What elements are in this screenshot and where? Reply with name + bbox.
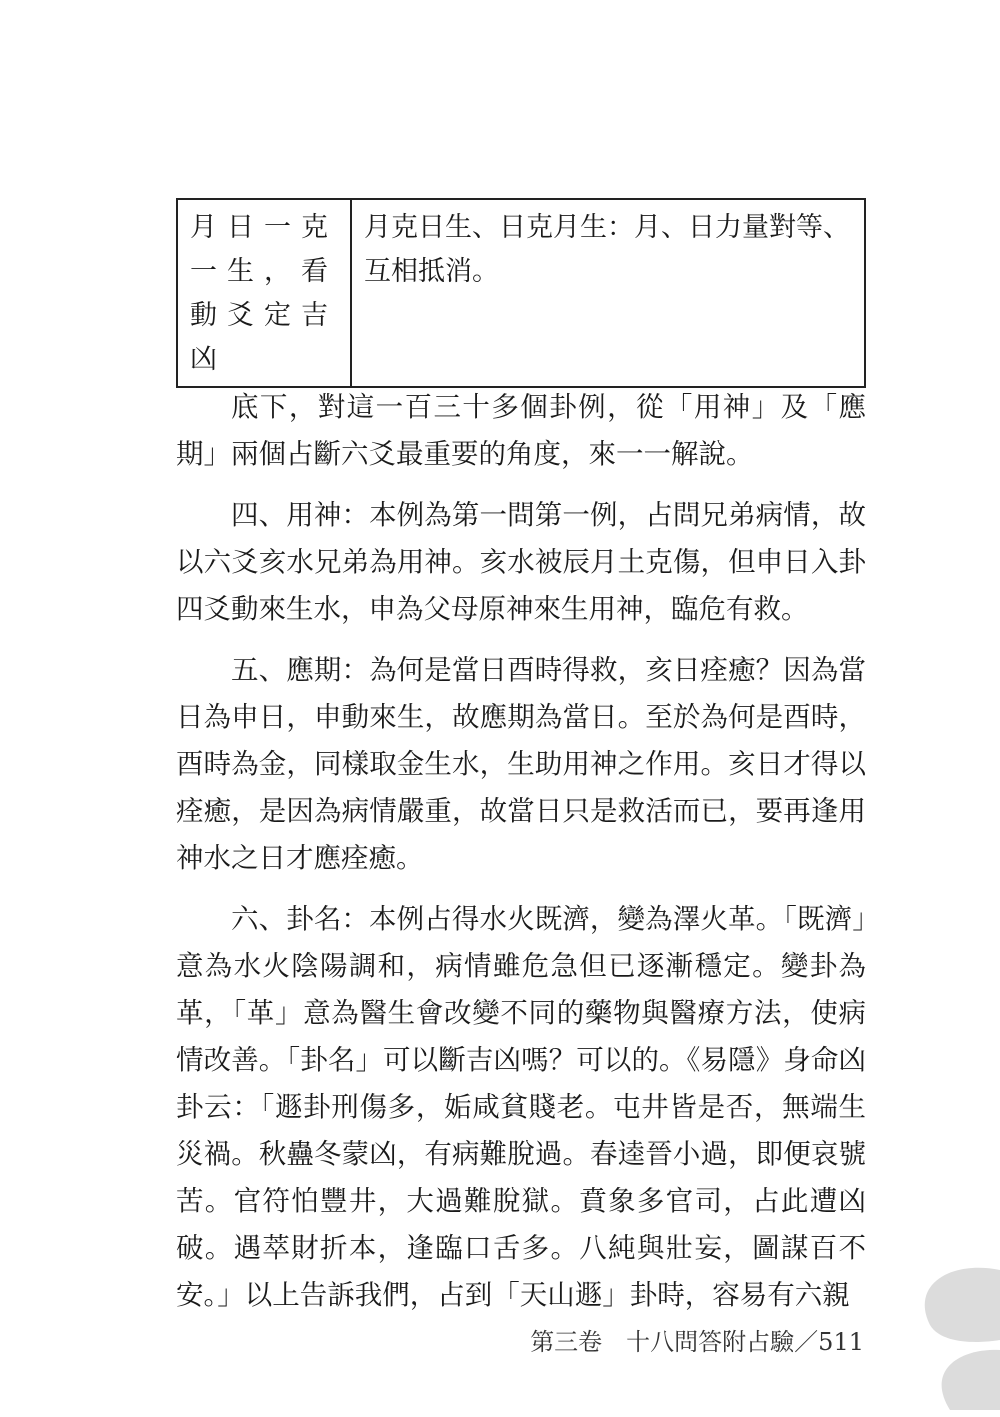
paragraph: 五、應期：為何是當日酉時得救，亥日痊癒？因為當日為申日，申動來生，故應期為當日。至於為何是酉時，酉時為金，同樣取金生水，生助用神之作用。亥日才得以痊癒，是因為病情嚴重，故當日只是救活而已，要再逢用神水之日才應痊癒。: [176, 654, 866, 874]
paragraph: 六、卦名：本例占得水火既濟，變為澤火革。「既濟」意為水火陰陽調和，病情雖危急但已逐漸穩定。變卦為革，「革」意為醫生會改變不同的藥物與醫療方法，使病情改善。「卦名」可以斷吉凶嗎？可以的。《易隱》身命凶卦云：「遯卦刑傷多，姤咸貧賤老。屯井皆是否，無端生災禍。秋蠱冬蒙凶，有病難脫過。春逵晉小過，即便哀號苦。官符怕豐井，大過難脫獄。賁象多官司，占此遭凶破。遇萃財折本，逢臨口舌多。八純與壯妄，圖謀百不安。」以上告訴我們，占到「天山遯」卦時，容易有六親: [176, 903, 866, 1311]
paragraph: 底下，對這一百三十多個卦例，從「用神」及「應期」兩個占斷六爻最重要的角度，來一一解說。: [176, 391, 866, 470]
table-label-line: 月日一克: [190, 212, 338, 243]
table-row: [177, 199, 865, 387]
table-label-line: 凶: [190, 344, 227, 375]
table-content-cell: 月克日生、日克月生：月、日力量對等、互相抵消。: [351, 199, 865, 387]
table-label-cell: [177, 199, 351, 387]
table-label-line: 動爻定吉: [190, 300, 338, 331]
body-text: [176, 384, 866, 1333]
paragraph: 四、用神：本例為第一問第一例，占問兄弟病情，故以六爻亥水兄弟為用神。亥水被辰月土克傷，但申日入卦四爻動來生水，申為父母原神來生用神，臨危有救。: [176, 499, 866, 625]
decorative-swash-icon: [890, 1230, 1000, 1410]
table-label-line: 一生，看: [190, 256, 338, 287]
summary-table: [176, 198, 866, 388]
page-footer: 第三卷 十八問答附占驗／511: [530, 1328, 864, 1356]
